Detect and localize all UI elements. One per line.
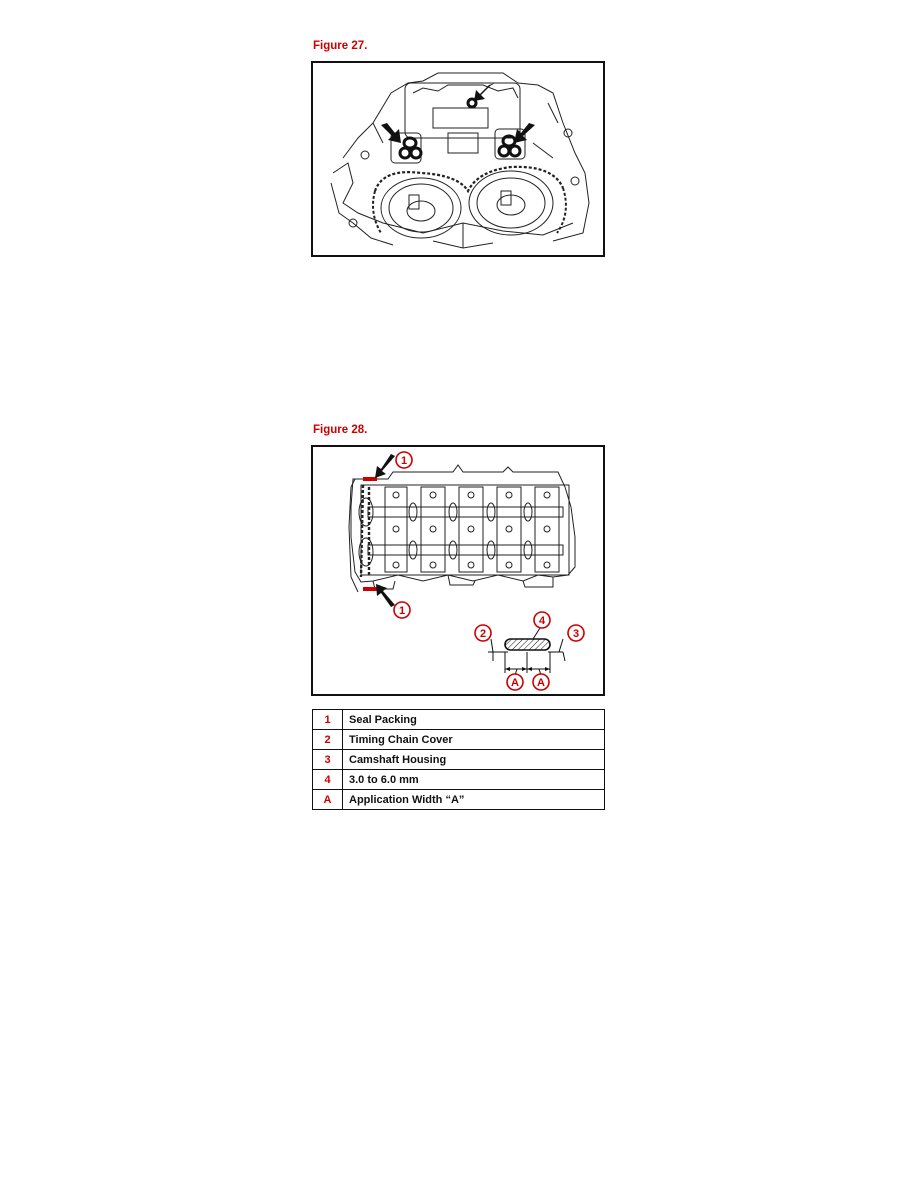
legend-key: 1 — [313, 710, 343, 730]
svg-text:A: A — [511, 677, 519, 689]
legend-key: A — [313, 790, 343, 810]
legend-key: 3 — [313, 750, 343, 770]
legend-row — [313, 730, 605, 750]
callout-a-left — [507, 674, 523, 690]
svg-text:4: 4 — [538, 615, 546, 627]
figure-27-title: Figure 27. — [313, 40, 368, 52]
legend-description: Timing Chain Cover — [343, 730, 605, 750]
figure-27-engine-illustration — [313, 63, 603, 255]
legend-description: Application Width “A” — [343, 790, 605, 810]
legend-key: 4 — [313, 770, 343, 790]
svg-text:2: 2 — [479, 628, 487, 640]
legend-description: Camshaft Housing — [343, 750, 605, 770]
figure-28-frame — [311, 445, 605, 696]
svg-text:1: 1 — [400, 455, 408, 467]
callout-2 — [475, 625, 491, 641]
svg-text:A: A — [537, 677, 545, 689]
legend-row — [313, 790, 605, 810]
legend-description: Seal Packing — [343, 710, 605, 730]
seal-cross-section — [488, 628, 565, 675]
figure-27-frame — [311, 61, 605, 257]
callout-a-right — [533, 674, 549, 690]
legend-key: 2 — [313, 730, 343, 750]
svg-text:3: 3 — [572, 628, 580, 640]
legend-row — [313, 770, 605, 790]
callout-4 — [534, 612, 550, 628]
legend-table — [312, 709, 605, 810]
callout-1-bottom — [394, 602, 410, 618]
callout-3 — [568, 625, 584, 641]
figure-28-title: Figure 28. — [313, 424, 368, 436]
legend-description: 3.0 to 6.0 mm — [343, 770, 605, 790]
figure-28-camshaft-housing-illustration — [313, 447, 603, 694]
legend-row — [313, 750, 605, 770]
callout-1-top — [396, 452, 412, 468]
legend-row — [313, 710, 605, 730]
svg-text:1: 1 — [398, 605, 406, 617]
